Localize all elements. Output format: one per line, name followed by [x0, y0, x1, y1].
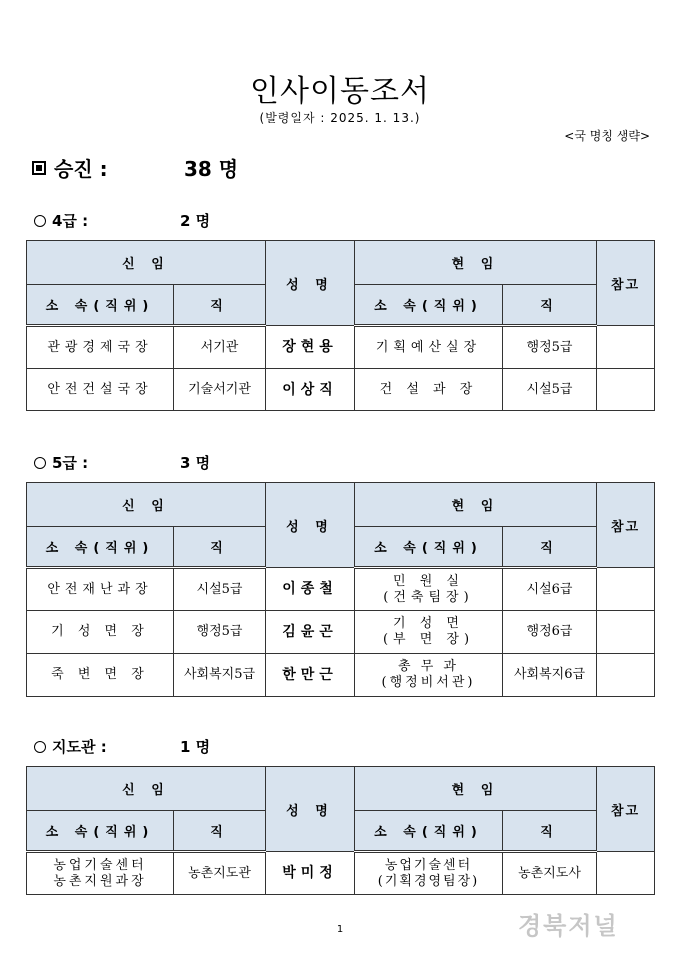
issue-date: (발령일자 : 2025. 1. 13.) [259, 111, 421, 125]
cur-dept-cell [355, 611, 503, 654]
remark-cell [597, 611, 655, 654]
new-rank-cell: 사회복지5급 [174, 654, 266, 697]
person-name-cell: 이종철 [266, 568, 355, 611]
new-dept-line2: 농촌지원과장 [53, 873, 147, 889]
new-dept-cell: 안전건설국장 [27, 369, 174, 411]
header-new-dept: 소 속(직위) [27, 285, 174, 326]
remark-cell [597, 654, 655, 697]
header-current-post: 현 임 [355, 483, 597, 527]
cur-dept-line1: 민 원 실 [393, 573, 464, 589]
section-count: 2 명 [180, 212, 211, 230]
header-new-post: 신 임 [27, 767, 266, 811]
note-label: <국 명칭 생략> [564, 129, 650, 143]
header-cur-rank: 직 [503, 285, 597, 326]
new-dept-cell: 기 성 면 장 [27, 611, 174, 654]
cur-dept-cell: 기획예산실장 [355, 326, 503, 369]
new-rank-cell: 농촌지도관 [174, 852, 266, 895]
cur-dept-line2: (건축팀장) [383, 589, 474, 605]
cur-rank-cell: 사회복지6급 [503, 654, 597, 697]
cur-dept-line1: 총 무 과 [398, 659, 459, 674]
personnel-table-grade4 [26, 240, 655, 411]
new-dept-line1: 농업기술센터 [53, 857, 147, 873]
header-new-rank: 직 [174, 527, 266, 568]
cur-dept-line2: (기획경영팀장) [377, 873, 480, 889]
new-dept-cell [27, 852, 174, 895]
header-new-dept: 소 속(직위) [27, 811, 174, 852]
new-rank-cell: 시설5급 [174, 568, 266, 611]
circle-bullet-icon [34, 215, 46, 227]
section-grade-label: 4급 : [52, 212, 89, 230]
header-cur-dept: 소 속(직위) [355, 527, 503, 568]
cur-rank-cell: 행정6급 [503, 611, 597, 654]
new-rank-cell: 행정5급 [174, 611, 266, 654]
section-count: 1 명 [180, 738, 211, 756]
cur-dept-cell [355, 654, 503, 697]
table-row [27, 369, 655, 411]
header-current-post: 현 임 [355, 241, 597, 285]
header-current-post: 현 임 [355, 767, 597, 811]
header-name: 성 명 [266, 241, 355, 326]
new-dept-cell: 관광경제국장 [27, 326, 174, 369]
circle-bullet-icon [34, 741, 46, 753]
header-cur-dept: 소 속(직위) [355, 811, 503, 852]
table-row [27, 611, 655, 654]
new-dept-cell: 안전재난과장 [27, 568, 174, 611]
table-row [27, 654, 655, 697]
new-dept-cell: 죽 변 면 장 [27, 654, 174, 697]
cur-rank-cell: 시설6급 [503, 568, 597, 611]
promotion-heading [32, 153, 239, 182]
header-name: 성 명 [266, 483, 355, 568]
new-rank-cell: 서기관 [174, 326, 266, 369]
cur-rank-cell: 행정5급 [503, 326, 597, 369]
remark-cell [597, 568, 655, 611]
table-row [27, 326, 655, 369]
header-remark: 참고 [597, 241, 655, 326]
remark-cell [597, 852, 655, 895]
cur-rank-cell: 시설5급 [503, 369, 597, 411]
header-new-post: 신 임 [27, 241, 266, 285]
section-heading-grade4 [34, 210, 211, 231]
header-remark: 참고 [597, 767, 655, 852]
new-rank-cell: 기술서기관 [174, 369, 266, 411]
header-name: 성 명 [266, 767, 355, 852]
cur-dept-cell [355, 852, 503, 895]
header-new-rank: 직 [174, 811, 266, 852]
cur-rank-cell: 농촌지도사 [503, 852, 597, 895]
section-count: 3 명 [180, 454, 211, 472]
watermark-logo: 경북저널 [518, 912, 619, 940]
section-heading-advisor [34, 736, 211, 757]
circle-bullet-icon [34, 457, 46, 469]
promotion-label: 승진 : [54, 157, 108, 181]
header-cur-rank: 직 [503, 527, 597, 568]
cur-dept-line1: 농업기술센터 [384, 857, 473, 873]
personnel-table-grade5 [26, 482, 655, 697]
remark-cell [597, 326, 655, 369]
person-name-cell: 장현용 [266, 326, 355, 369]
filled-square-icon [32, 161, 46, 175]
header-remark: 참고 [597, 483, 655, 568]
table-row [27, 852, 655, 895]
person-name-cell: 한만근 [266, 654, 355, 697]
header-cur-dept: 소 속(직위) [355, 285, 503, 326]
remark-cell [597, 369, 655, 411]
person-name-cell: 이상직 [266, 369, 355, 411]
section-heading-grade5 [34, 452, 211, 473]
promotion-count: 38 명 [184, 157, 239, 181]
cur-dept-cell: 건 설 과 장 [355, 369, 503, 411]
cur-dept-cell [355, 568, 503, 611]
cur-dept-line2: (행정비서관) [381, 675, 476, 690]
table-row [27, 568, 655, 611]
person-name-cell: 박미정 [266, 852, 355, 895]
header-cur-rank: 직 [503, 811, 597, 852]
header-new-dept: 소 속(직위) [27, 527, 174, 568]
cur-dept-line1: 기 성 면 [393, 616, 464, 631]
section-grade-label: 지도관 : [52, 738, 107, 756]
cur-dept-line2: (부 면 장) [382, 632, 475, 647]
header-new-post: 신 임 [27, 483, 266, 527]
personnel-table-advisor [26, 766, 655, 895]
page-number: 1 [336, 924, 344, 935]
section-grade-label: 5급 : [52, 454, 89, 472]
document-title: 인사이동조서 [250, 74, 430, 109]
person-name-cell: 김윤곤 [266, 611, 355, 654]
header-new-rank: 직 [174, 285, 266, 326]
